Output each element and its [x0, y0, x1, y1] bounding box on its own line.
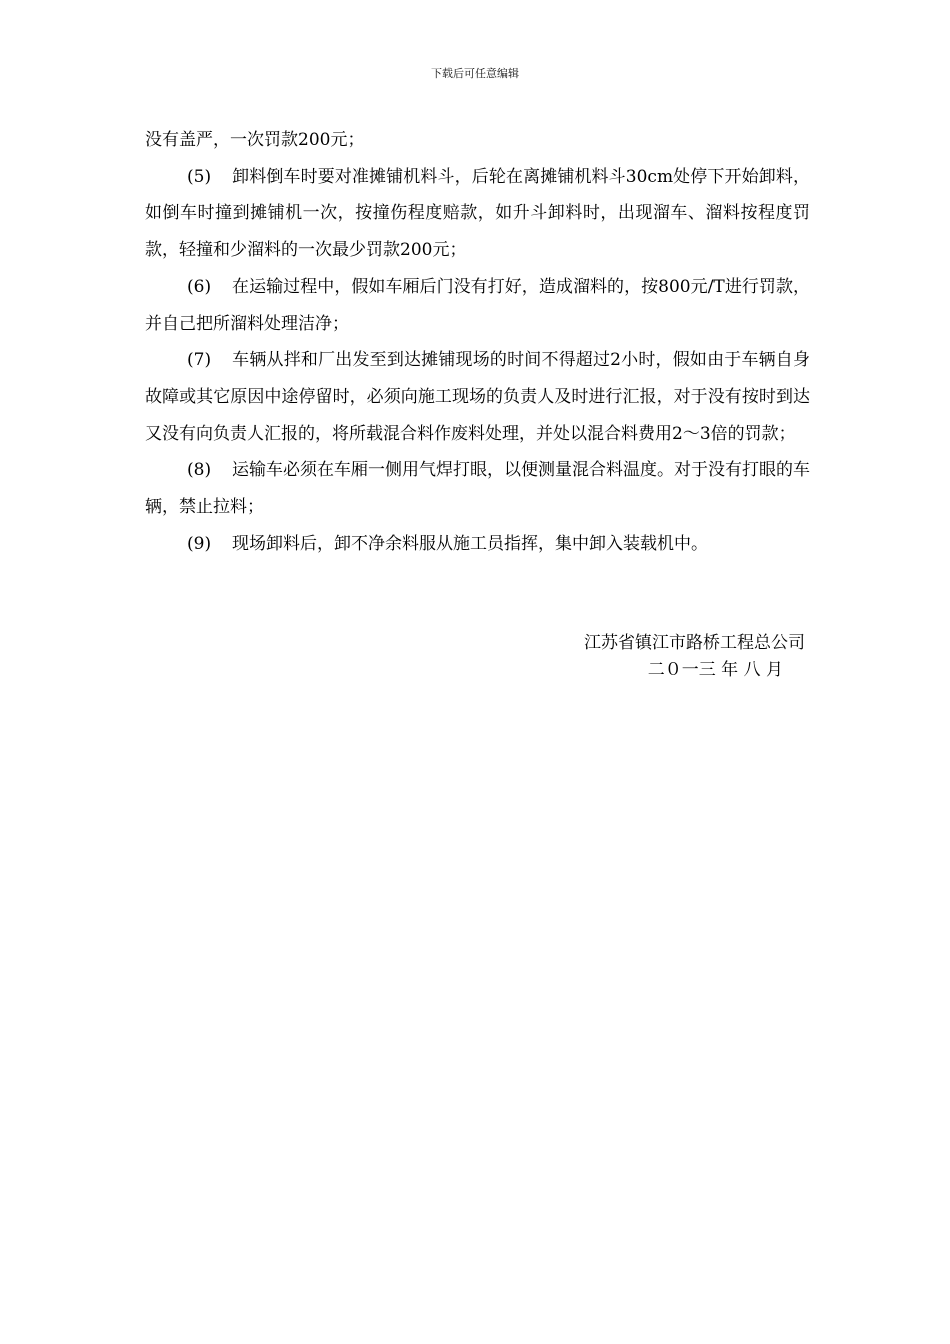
item-number: (8): [187, 460, 212, 481]
document-body: [145, 122, 810, 562]
signature-organization: 江苏省镇江市路桥工程总公司: [584, 633, 805, 653]
page-header: [0, 66, 950, 82]
item-number: (7): [187, 350, 212, 371]
list-item-8: [145, 452, 810, 525]
item-text: 卸料倒车时要对准摊铺机料斗，后轮在离摊铺机料斗30cm处停下开始卸料，如倒车时撞到摊铺机一次，按撞伤程度赔款，如升斗卸料时，出现溜车、溜料按程度罚款，轻撞和少溜料的一次最少罚款200元；: [145, 166, 810, 261]
header-note: 下载后可任意编辑: [431, 67, 519, 80]
item-text: 现场卸料后，卸不净余料服从施工员指挥，集中卸入装载机中。: [232, 533, 708, 554]
item-number: (6): [187, 276, 212, 297]
signature-date: 二０一三 年 八 月: [647, 660, 783, 680]
item-number: (5): [187, 166, 212, 187]
list-item-6: [145, 269, 810, 342]
paragraph-continuation: 没有盖严，一次罚款200元；: [145, 130, 365, 150]
item-text: 车辆从拌和厂出发至到达摊铺现场的时间不得超过2小时，假如由于车辆自身故障或其它原因中途停留时，必须向施工现场的负责人及时进行汇报，对于没有按时到达又没有向负责人汇报的，将所载混合料作废料处理，并处以混合料费用2～3倍的罚款；: [145, 350, 810, 444]
item-number: (9): [187, 533, 212, 554]
item-text: 运输车必须在车厢一侧用气焊打眼，以便测量混合料温度。对于没有打眼的车辆，禁止拉料；: [145, 460, 810, 518]
list-item-5: [145, 159, 810, 269]
list-item-9: [145, 526, 810, 563]
list-item-7: [145, 342, 810, 452]
item-text: 在运输过程中，假如车厢后门没有打好，造成溜料的，按800元/T进行罚款，并自己把所溜料处理洁净；: [145, 276, 810, 334]
signature-block: [500, 630, 805, 684]
